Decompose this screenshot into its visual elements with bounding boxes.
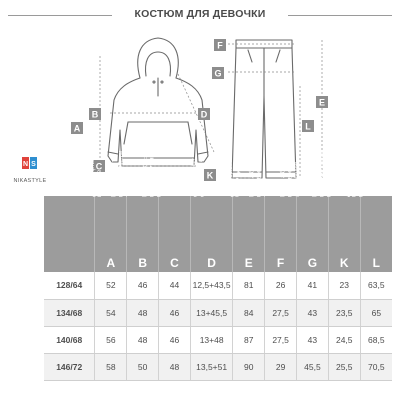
letter-e: E <box>233 254 265 272</box>
brand-name: NIKASTYLE <box>13 178 47 184</box>
svg-text:S: S <box>31 161 36 168</box>
value-cell: 65 <box>360 299 392 326</box>
table-row <box>44 353 392 380</box>
value-cell: 50 <box>127 353 159 380</box>
value-cell: 26 <box>265 272 297 299</box>
value-cell: 27,5 <box>265 299 297 326</box>
title-divider-right <box>288 15 392 16</box>
value-cell: 84 <box>233 299 265 326</box>
value-cell: 46 <box>159 326 191 353</box>
size-cell: 134/68 <box>44 299 95 326</box>
value-cell: 90 <box>233 353 265 380</box>
value-cell: 25,5 <box>328 353 360 380</box>
value-cell: 13+45,5 <box>190 299 232 326</box>
value-cell: 13+48 <box>190 326 232 353</box>
brand-logo-icon <box>22 155 38 171</box>
value-cell: 45,5 <box>297 353 329 380</box>
value-cell: 63,5 <box>360 272 392 299</box>
value-cell: 27,5 <box>265 326 297 353</box>
letter-l: L <box>360 254 392 272</box>
corner-header: Рост/ размер, см <box>44 196 95 254</box>
svg-text:F: F <box>217 40 223 51</box>
value-cell: 43 <box>297 299 329 326</box>
letter-a: A <box>95 254 127 272</box>
value-cell: 56 <box>95 326 127 353</box>
size-cell: 146/72 <box>44 353 95 380</box>
title-bar <box>0 4 400 26</box>
svg-text:E: E <box>318 97 326 108</box>
header-k: Ширина брюк на уровне линии низа <box>328 196 360 254</box>
letter-g: G <box>297 254 329 272</box>
value-cell: 48 <box>127 299 159 326</box>
letter-d: D <box>190 254 232 272</box>
size-cell: 140/68 <box>44 326 95 353</box>
header-b: Ширина кофты на уровне линии тали <box>127 196 159 254</box>
value-cell: 29 <box>265 353 297 380</box>
svg-text:N: N <box>22 161 29 168</box>
brand-logo <box>10 155 50 187</box>
table-row <box>44 272 392 299</box>
size-table <box>44 150 392 381</box>
header-e: Длина брюк по боковому шву <box>233 196 265 254</box>
letter-b: B <box>127 254 159 272</box>
table-row <box>44 326 392 353</box>
header-f: Ширина брюк на уровне линии талии <box>265 196 297 254</box>
size-cell: 128/64 <box>44 272 95 299</box>
value-cell: 41 <box>297 272 329 299</box>
header-d: Длина плеча+ Длина рукава <box>190 196 232 254</box>
letter-k: K <box>328 254 360 272</box>
table-letter-row <box>44 254 392 272</box>
letter-empty <box>44 254 95 272</box>
header-c: Ширина кофты на уровне линии груди <box>159 196 191 254</box>
value-cell: 68,5 <box>360 326 392 353</box>
svg-text:L: L <box>305 121 311 132</box>
value-cell: 13,5+51 <box>190 353 232 380</box>
value-cell: 70,5 <box>360 353 392 380</box>
value-cell: 87 <box>233 326 265 353</box>
value-cell: 23,5 <box>328 299 360 326</box>
svg-text:D: D <box>200 109 208 120</box>
value-cell: 52 <box>95 272 127 299</box>
value-cell: 58 <box>95 353 127 380</box>
value-cell: 54 <box>95 299 127 326</box>
header-g: Ширина брюк на уровне линии бедер <box>297 196 329 254</box>
svg-text:C: C <box>95 161 103 172</box>
value-cell: 48 <box>127 326 159 353</box>
page-title: КОСТЮМ ДЛЯ ДЕВОЧКИ <box>134 8 266 20</box>
value-cell: 12,5+43,5 <box>190 272 232 299</box>
table-header-row <box>44 196 392 254</box>
svg-text:G: G <box>214 68 222 79</box>
header-l: Длина брюк по шаговому шву <box>360 196 392 254</box>
value-cell: 24,5 <box>328 326 360 353</box>
svg-text:K: K <box>206 170 214 181</box>
table-row <box>44 299 392 326</box>
value-cell: 46 <box>159 299 191 326</box>
svg-text:B: B <box>91 109 99 120</box>
value-cell: 48 <box>159 353 191 380</box>
value-cell: 44 <box>159 272 191 299</box>
letter-f: F <box>265 254 297 272</box>
value-cell: 23 <box>328 272 360 299</box>
letter-c: C <box>159 254 191 272</box>
value-cell: 46 <box>127 272 159 299</box>
header-a: Длина кофты по спинке <box>95 196 127 254</box>
value-cell: 81 <box>233 272 265 299</box>
value-cell: 43 <box>297 326 329 353</box>
size-chart <box>44 150 392 381</box>
title-divider-left <box>8 15 112 16</box>
svg-text:A: A <box>73 123 81 134</box>
